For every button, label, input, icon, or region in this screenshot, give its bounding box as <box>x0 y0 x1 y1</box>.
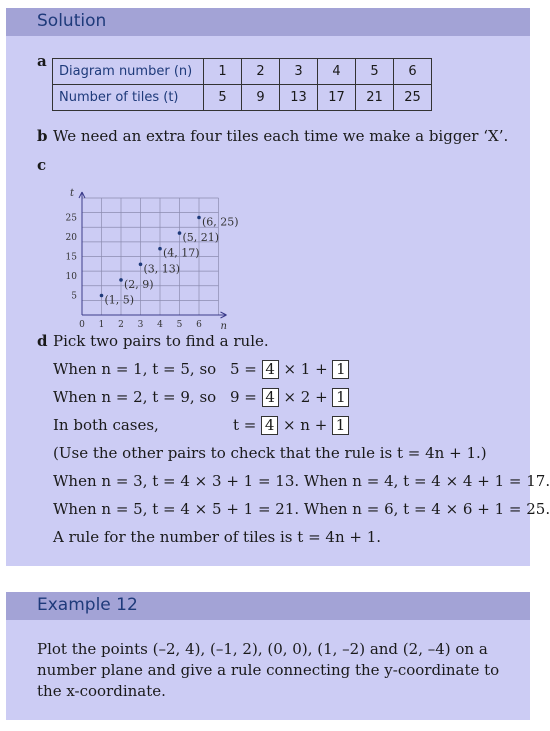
example-text-line-1: Plot the points (–2, 4), (–1, 2), (0, 0), (1, –2) and (2, –4) on a <box>37 640 488 658</box>
x-axis-label: n <box>220 321 227 332</box>
solution-header <box>6 8 530 36</box>
line2-equation <box>230 388 349 407</box>
y-tick-label: 20 <box>65 233 77 243</box>
part-c-label: c <box>37 156 47 174</box>
table-cell: 1 <box>204 59 242 85</box>
example-text-line-2: number plane and give a rule connecting the y-coordinate to <box>37 661 500 679</box>
line3-mid: × n + <box>282 416 328 434</box>
line2-left: When n = 2, t = 9, so <box>53 388 217 406</box>
table-cell: 13 <box>280 85 318 111</box>
data-point <box>100 294 104 298</box>
data-point-label: (5, 21) <box>182 231 220 245</box>
table-cell: 5 <box>204 85 242 111</box>
data-point-label: (1, 5) <box>104 293 135 307</box>
part-a-label: a <box>37 52 47 70</box>
y-tick-label: 10 <box>65 272 77 282</box>
tiles-graph <box>46 166 246 332</box>
x-tick-label: 1 <box>98 320 105 330</box>
data-point-label: (2, 9) <box>124 277 154 291</box>
table-row <box>53 59 432 85</box>
table-cell: 2 <box>242 59 280 85</box>
part-b-label: b <box>37 127 48 145</box>
line3-left: In both cases, <box>53 416 159 434</box>
y-tick-label: 5 <box>71 291 77 302</box>
x-tick-label: 6 <box>196 320 202 330</box>
calc-line-1: When n = 3, t = 4 × 3 + 1 = 13. When n = 4, t = 4 × 4 + 1 = 17. <box>53 472 550 490</box>
conclusion: A rule for the number of tiles is t = 4n + 1. <box>53 528 382 546</box>
table-cell: 5 <box>356 59 394 85</box>
answer-box: 4 <box>262 388 279 407</box>
y-tick-label: 15 <box>65 252 77 263</box>
data-point-label: (6, 25) <box>202 215 239 229</box>
answer-box: 1 <box>332 388 349 407</box>
y-axis-label: t <box>70 188 75 199</box>
data-point <box>158 247 162 251</box>
x-tick-label: 3 <box>137 320 144 330</box>
answer-box: 4 <box>261 416 278 435</box>
diagram-number-header: Diagram number (n) <box>53 59 204 85</box>
line1-equation <box>230 360 349 379</box>
part-b-text: We need an extra four tiles each time we make a bigger ‘X’. <box>53 127 509 145</box>
data-point-label: (4, 17) <box>163 246 200 260</box>
line3-lhs: t = <box>233 416 257 434</box>
table-cell: 6 <box>394 59 432 85</box>
data-point <box>178 231 182 235</box>
table-cell: 21 <box>356 85 394 111</box>
line2-mid: × 2 + <box>283 388 328 406</box>
table-cell: 17 <box>318 85 356 111</box>
x-tick-label: 0 <box>79 320 85 330</box>
example-text-line-3: the x-coordinate. <box>37 682 166 700</box>
table-cell: 3 <box>280 59 318 85</box>
example-panel <box>6 620 530 720</box>
part-d-intro: Pick two pairs to find a rule. <box>53 332 269 350</box>
y-tick-label: 25 <box>65 213 77 224</box>
table-cell: 9 <box>242 85 280 111</box>
check-note: (Use the other pairs to check that the rule is t = 4n + 1.) <box>53 444 487 462</box>
line3-equation <box>233 416 349 435</box>
solution-heading: Solution <box>37 11 107 31</box>
line1-lhs: 5 = <box>230 360 257 378</box>
example-heading: Example 12 <box>37 595 138 615</box>
answer-box: 1 <box>332 416 349 435</box>
calc-line-2: When n = 5, t = 4 × 5 + 1 = 21. When n = 6, t = 4 × 6 + 1 = 25. <box>53 500 550 518</box>
x-tick-label: 2 <box>118 320 124 330</box>
tiles-table <box>52 58 432 111</box>
data-point <box>139 263 143 267</box>
line2-lhs: 9 = <box>230 388 257 406</box>
x-tick-label: 4 <box>157 320 163 330</box>
data-point <box>119 278 123 282</box>
part-d-label: d <box>37 332 48 350</box>
table-row <box>53 85 432 111</box>
line1-mid: × 1 + <box>283 360 328 378</box>
data-point-label: (3, 13) <box>143 262 181 276</box>
table-cell: 25 <box>394 85 432 111</box>
answer-box: 1 <box>332 360 349 379</box>
example-header <box>6 592 530 620</box>
table-cell: 4 <box>318 59 356 85</box>
data-point <box>197 216 201 220</box>
number-of-tiles-header: Number of tiles (t) <box>53 85 204 111</box>
x-tick-label: 5 <box>176 320 183 330</box>
solution-panel <box>6 36 550 566</box>
line1-left: When n = 1, t = 5, so <box>53 360 217 378</box>
answer-box: 4 <box>262 360 279 379</box>
